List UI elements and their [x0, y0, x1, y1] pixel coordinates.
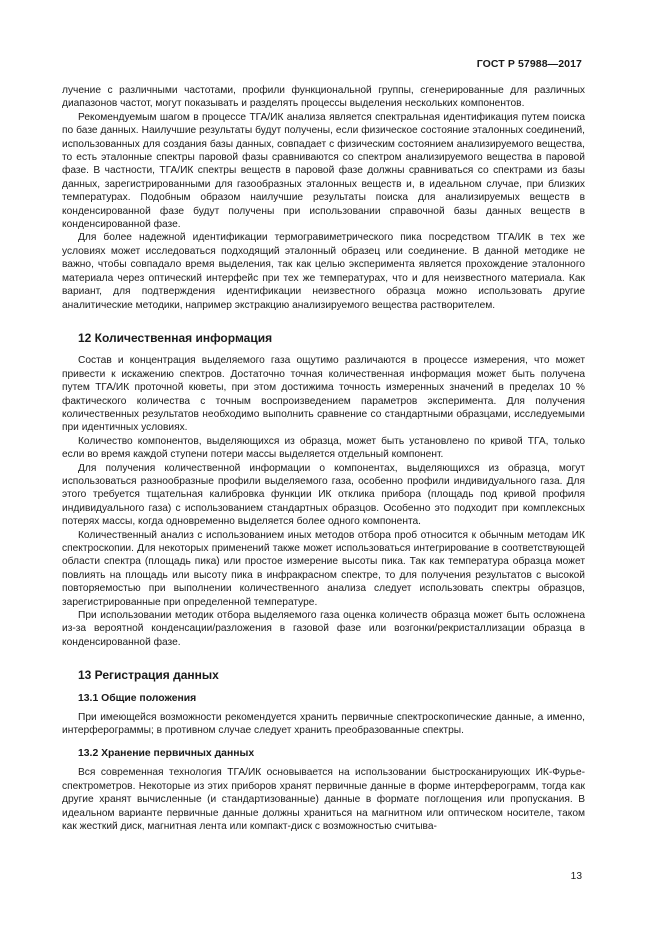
paragraph: Количество компонентов, выделяющихся из образца, может быть установлено по кривой ТГА, только если во время каждой ступени потери массы выделяется отдельный компонент.: [62, 435, 585, 461]
paragraph: Для получения количественной информации о компонентах, выделяющихся из образца, могут использоваться разнообразные профили выделяемого газа, особенно профили индивидуального газа. Для этого требуется тщательная калибровка функции ИК отклика прибора (площадь под кривой профиля индивидуального газа) с использованием стандартных образцов. Особенно это подходит при комплексных потерях массы, когда одновременно выделяется более одного компонента.: [62, 462, 585, 528]
paragraph: При имеющейся возможности рекомендуется хранить первичные спектроскопические данные, а именно, интерферограммы; в противном случае следует хранить преобразованные спектры.: [62, 712, 585, 737]
page-body: [62, 84, 585, 833]
document-header: ГОСТ Р 57988—2017: [476, 58, 582, 70]
subsection-heading-13-2: 13.2 Хранение первичных данных: [78, 747, 255, 759]
subsection-heading-13-1: 13.1 Общие положения: [78, 692, 197, 704]
paragraph: Количественный анализ с использованием иных методов отбора проб относится к обычным методам ИК спектроскопии. Для некоторых применений также может использоваться интегрирование в соответствующей области спектра (площадь пика) или простое измерение высоты пика. Так как температура образца может повлиять на площадь или высоту пика в инфракрасном спектре, то для получения результатов с высокой повторяемостью при выполнении количественного анализа следует использовать спектры образцов, зарегистрированные при определенной температуре.: [62, 529, 585, 608]
paragraph: При использовании методик отбора выделяемого газа оценка количеств образца может быть осложнена из-за вероятной конденсации/разложения в газовой фазе или возгонки/рекристаллизации образца в конденсированной фазе.: [62, 610, 585, 648]
section-heading-12: 12 Количественная информация: [78, 330, 273, 345]
section-heading-13: 13 Регистрация данных: [78, 668, 219, 683]
paragraph-continued: лучение с различными частотами, профили функциональной группы, сгенерированные для различных диапазонов частот, могут показывать и разделять процессы выделения нескольких компонентов.: [62, 85, 585, 110]
paragraph: Для более надежной идентификации термогравиметрического пика посредством ТГА/ИК в тех же условиях может исследоваться подходящий эталонный образец или соединение. В данной методике не важно, чтобы совпадало время выделения, так как целью эксперимента является прохождение эталонного материала через оптический интерфейс при тех же температурах, что и для неизвестного материала. Как вариант, для подтверждения идентификации неизвестного образца можно использовать другие аналитические методики, например экстракцию анализируемого вещества растворителем.: [62, 232, 585, 311]
page-number: 13: [570, 871, 582, 882]
paragraph: Вся современная технология ТГА/ИК основывается на использовании быстросканирующих ИК-Фурье-спектрометров. Некоторые из этих приборов хранят первичные данные в форме интерферограмм, тогда как другие хранят вычисленные (и стандартизованные) данные в формате поглощения или пропускания. В идеальном варианте первичные данные должны храниться на магнитном или оптическом носителе, таком как жесткий диск, магнитная лента или компакт-диск с возможностью считыва-: [62, 767, 585, 832]
paragraph: Рекомендуемым шагом в процессе ТГА/ИК анализа является спектральная идентификация путем поиска по базе данных. Наилучшие результаты будут получены, если физическое состояние эталонных соединений, использованных для создания базы данных, совпадает с физическим состоянием анализируемого вещества, то есть эталонные спектры паровой фазы сравниваются со спектром анализируемого вещества в паровой фазе. В частности, ТГА/ИК спектры веществ в паровой фазе должны сравниваться со спектрами из базы данных, зарегистрированными для газообразных эталонных веществ и, в идеальном случае, при близких температурах. Подобным образом наилучшие результаты поиска для анализируемых веществ в конденсированной фазе будут получены при использовании справочной базы данных веществ в конденсированной фазе.: [62, 111, 585, 231]
paragraph: Состав и концентрация выделяемого газа ощутимо различаются в процессе измерения, что может привести к искажению спектров. Достаточно точная количественная информация может быть получена путем ТГА/ИК проточной кюветы, при этом достижима точность измеренных значений в пределах 10 % фактического количества с точным воспроизведением параметров эксперимента. Для получения количественных результатов необходимо выполнить сравнение со стандартными образцами, исследуемыми при идентичных условиях.: [62, 355, 585, 434]
